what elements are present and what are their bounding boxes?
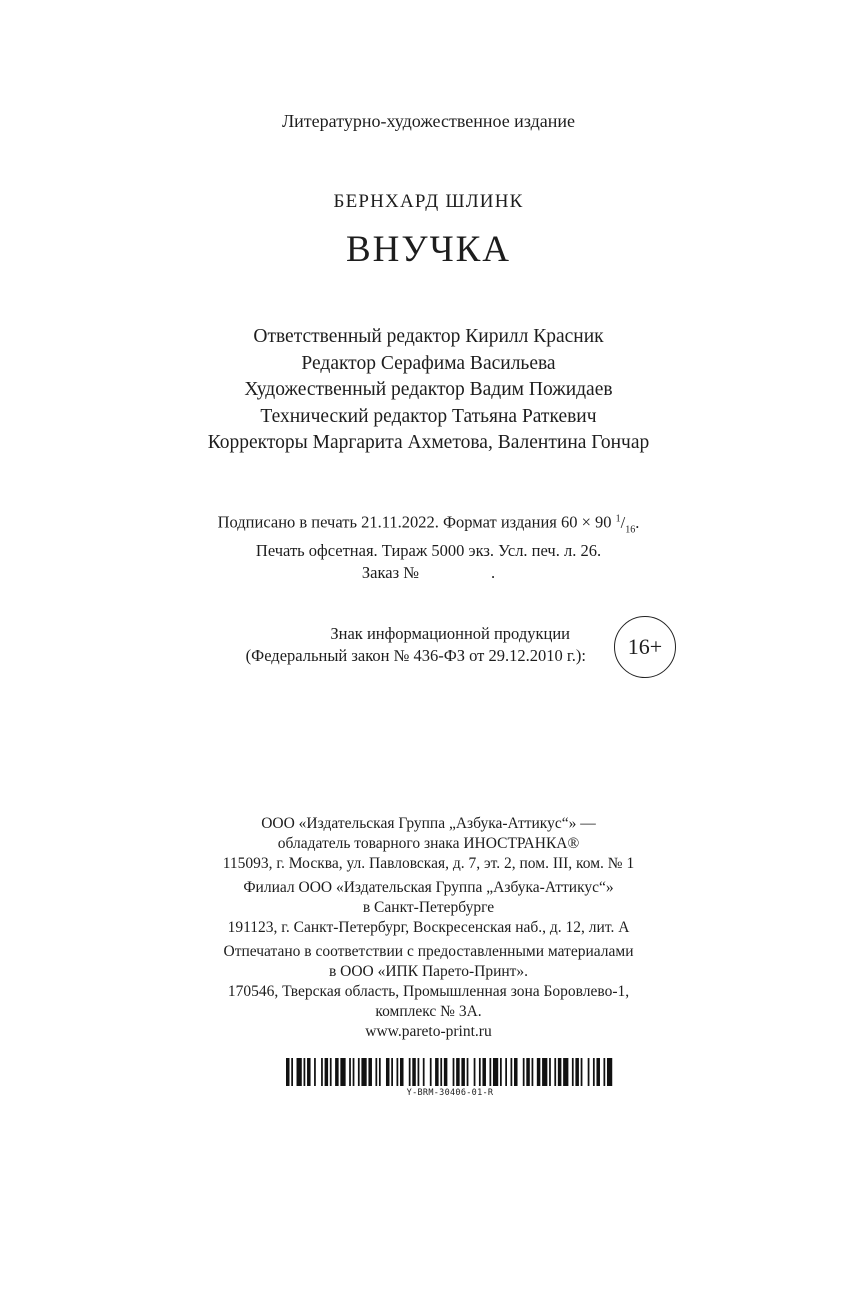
barcode-bar [505, 1058, 507, 1086]
credit-line: Художественный редактор Вадим Пожидаев [244, 379, 613, 400]
branch-line: в Санкт-Петербурге [362, 899, 495, 916]
fraction-numerator: 1 [615, 513, 621, 524]
barcode-bar [532, 1058, 534, 1086]
format-fraction: $^1/_{16}$. [615, 512, 640, 535]
book-title: ВНУЧКА [345, 229, 512, 270]
barcode-bar [314, 1058, 316, 1086]
barcode-bar [482, 1058, 486, 1086]
barcode-bar [537, 1058, 541, 1086]
fraction-end: . [635, 512, 640, 532]
printer-line: в ООО «ИПК Парето-Принт». [328, 963, 529, 980]
barcode-bar [412, 1058, 416, 1086]
barcode-bar [297, 1058, 302, 1086]
print-line-1 [0, 508, 857, 540]
credit-line: Корректоры Маргарита Ахметова, Валентина Гончар [207, 432, 650, 453]
barcode-bar [474, 1058, 476, 1086]
barcode-bar [607, 1058, 612, 1086]
barcode-bar [493, 1058, 498, 1086]
barcode-bar [554, 1058, 556, 1086]
branch-line: Филиал ООО «Издательская Группа „Азбука-Аттикус“» [243, 879, 614, 896]
barcode-bar [467, 1058, 469, 1086]
barcode-bar [423, 1058, 425, 1086]
printer-line: Отпечатано в соответствии с предоставленными материалами [223, 943, 634, 960]
barcode-bar [514, 1058, 518, 1086]
barcode-bar [430, 1058, 432, 1086]
credit-line: Ответственный редактор Кирилл Красник [253, 326, 604, 347]
printer-line: 170546, Тверская область, Промышленная зона Боровлево-1, [227, 983, 630, 1000]
barcode-bar [500, 1058, 502, 1086]
barcode-bar [400, 1058, 404, 1086]
barcode-bar [304, 1058, 306, 1086]
barcode-bar [526, 1058, 530, 1086]
barcode-bar [558, 1058, 562, 1086]
author-name: БЕРНХАРД ШЛИНК [333, 191, 524, 212]
order-label: Заказ № [361, 562, 419, 582]
credits-block [0, 324, 857, 457]
barcode-bar [511, 1058, 513, 1086]
barcode-bar [330, 1058, 332, 1086]
print-format-text: Подписано в печать 21.11.2022. Формат издания 60 × 90 [217, 512, 612, 532]
printer-website: www.pareto-print.ru [365, 1023, 492, 1040]
info-sign-line-1: Знак информационной продукции [330, 624, 570, 643]
printer-line: комплекс № 3А. [375, 1003, 482, 1020]
barcode-bar [391, 1058, 393, 1086]
credit-line: Редактор Серафима Васильева [301, 352, 556, 374]
publisher-line: 115093, г. Москва, ул. Павловская, д. 7, эт. 2, пом. III, ком. № 1 [222, 855, 635, 872]
branch-line: 191123, г. Санкт-Петербург, Воскресенская наб., д. 12, лит. А [227, 919, 630, 936]
barcode-bar [418, 1058, 420, 1086]
age-rating-badge [614, 616, 676, 678]
barcode-bar [368, 1058, 372, 1086]
credit-line: Технический редактор Татьяна Раткевич [260, 405, 597, 427]
barcode-bar [596, 1058, 600, 1086]
barcode-bar [542, 1058, 547, 1086]
barcode-bar [321, 1058, 323, 1086]
info-sign-text [226, 623, 586, 666]
barcode-bar [375, 1058, 377, 1086]
barcode-bar [523, 1058, 525, 1086]
barcode-bar [349, 1058, 351, 1086]
age-rating-label: 16+ [627, 634, 663, 659]
barcode-bar [361, 1058, 366, 1086]
barcode-bar [325, 1058, 329, 1086]
barcode-bar [461, 1058, 465, 1086]
barcode-bar [435, 1058, 439, 1086]
print-info-block [0, 508, 857, 583]
barcode-bar [453, 1058, 455, 1086]
barcode-image [286, 1058, 614, 1086]
barcode-bar [588, 1058, 590, 1086]
order-end: . [490, 562, 496, 582]
publisher-block [0, 814, 857, 1042]
barcode-bar [575, 1058, 579, 1086]
barcode-bar [358, 1058, 360, 1086]
publisher-line: ООО «Издательская Группа „Азбука-Аттикус“» — [261, 815, 596, 832]
barcode-bar [386, 1058, 390, 1086]
barcode-bar [340, 1058, 345, 1086]
barcode-bar [379, 1058, 381, 1086]
publisher-line: обладатель товарного знака ИНОСТРАНКА® [277, 835, 580, 852]
barcode-bar [572, 1058, 574, 1086]
barcode-bar [440, 1058, 442, 1086]
info-sign-line-2: (Федеральный закон № 436-ФЗ от 29.12.2010 г.): [245, 645, 586, 665]
barcode-bar [307, 1058, 311, 1086]
barcode-bar [563, 1058, 568, 1086]
order-line [0, 562, 857, 584]
barcode-bar [479, 1058, 481, 1086]
barcode-bar [489, 1058, 491, 1086]
fraction-denominator: 16 [625, 523, 636, 535]
barcode-bar [444, 1058, 448, 1086]
barcode-bar [335, 1058, 339, 1086]
barcode-bar [291, 1058, 293, 1086]
barcode-bar [581, 1058, 583, 1086]
barcode-number: Y-BRM-30406-01-R [406, 1088, 494, 1098]
barcode-bar [397, 1058, 399, 1086]
print-line-2: Печать офсетная. Тираж 5000 экз. Усл. печ. л. 26. [255, 541, 602, 561]
barcode-bar [456, 1058, 460, 1086]
barcode-bar [353, 1058, 355, 1086]
barcode-bar [549, 1058, 551, 1086]
barcode-bar [593, 1058, 595, 1086]
barcode-bar [286, 1058, 290, 1086]
barcode-bar [603, 1058, 605, 1086]
genre-label: Литературно-художественное издание [281, 111, 576, 131]
barcode-bar [409, 1058, 411, 1086]
